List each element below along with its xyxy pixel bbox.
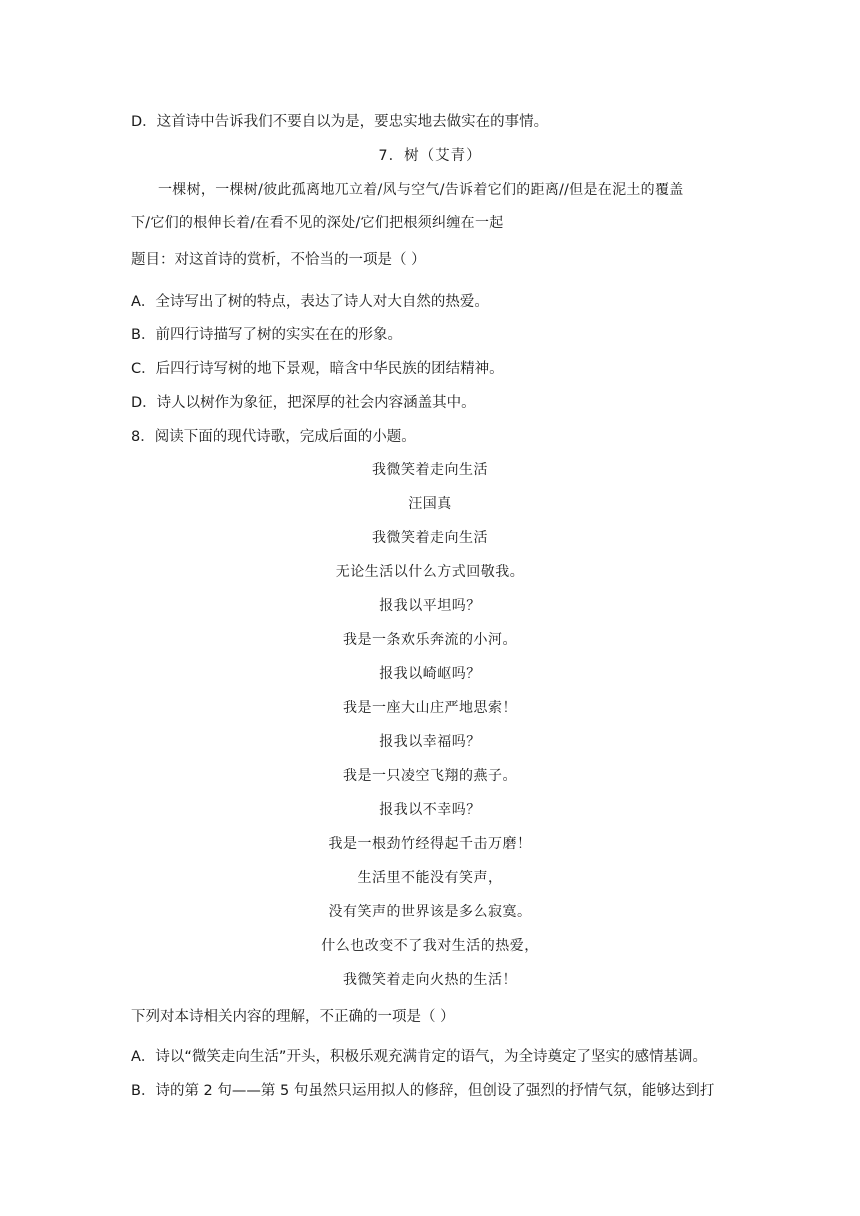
poem-line: 报我以平坦吗？ [379,598,481,614]
poem-line: 报我以幸福吗？ [379,734,481,750]
poem-line: 无论生活以什么方式回敬我。 [335,564,525,580]
poem-line: 我是一根劲竹经得起千击万磨！ [328,836,532,852]
q6-option-d: D．这首诗中告诉我们不要自以为是，要忠实地去做实在的事情。 [131,114,549,130]
q7-question: 题目：对这首诗的赏析，不恰当的一项是（ ） [131,252,426,268]
poem-line: 报我以不幸吗？ [379,802,481,818]
poem-line: 报我以崎岖吗？ [379,666,481,682]
q8-instruction: 8．阅读下面的现代诗歌，完成后面的小题。 [131,429,416,445]
q8-question: 下列对本诗相关内容的理解，不正确的一项是（ ） [131,1009,455,1025]
q7-poem-line-1: 一棵树，一棵树/彼此孤离地兀立着/风与空气/告诉着它们的距离//但是在泥土的覆盖 [158,182,684,198]
q7-title: 7．树（艾青） [378,148,482,164]
q7-option-b: B．前四行诗描写了树的实实在在的形象。 [131,327,402,343]
poem-title: 我微笑着走向生活 [372,462,488,478]
poem-line: 什么也改变不了我对生活的热爱， [321,938,539,954]
poem-line: 我微笑着走向生活 [372,530,488,546]
q8-option-b: B．诗的第 2 句——第 5 句虽然只运用拟人的修辞，但创设了强烈的抒情气氛，能够达到打 [131,1083,715,1099]
q7-poem-line-2: 下/它们的根伸长着/在看不见的深处/它们把根须纠缠在一起 [131,215,504,231]
q7-option-a: A．全诗写出了树的特点，表达了诗人对大自然的热爱。 [131,294,489,310]
poem-line: 我是一条欢乐奔流的小河。 [343,632,517,648]
poem-line: 没有笑声的世界该是多么寂寞。 [328,904,532,920]
poem-line: 我是一只凌空飞翔的燕子。 [343,768,517,784]
poem-author: 汪国真 [408,496,452,512]
poem-line: 生活里不能没有笑声， [357,870,503,886]
q7-option-d: D．诗人以树作为象征，把深厚的社会内容涵盖其中。 [131,395,476,411]
poem-line: 我是一座大山庄严地思索！ [343,700,517,716]
q7-option-c: C．后四行诗写树的地下景观，暗含中华民族的团结精神。 [131,361,504,377]
poem-line: 我微笑着走向火热的生活！ [343,972,517,988]
q8-option-a: A．诗以“微笑走向生活”开头，积极乐观充满肯定的语气，为全诗奠定了坚实的感情基调。 [131,1049,707,1065]
